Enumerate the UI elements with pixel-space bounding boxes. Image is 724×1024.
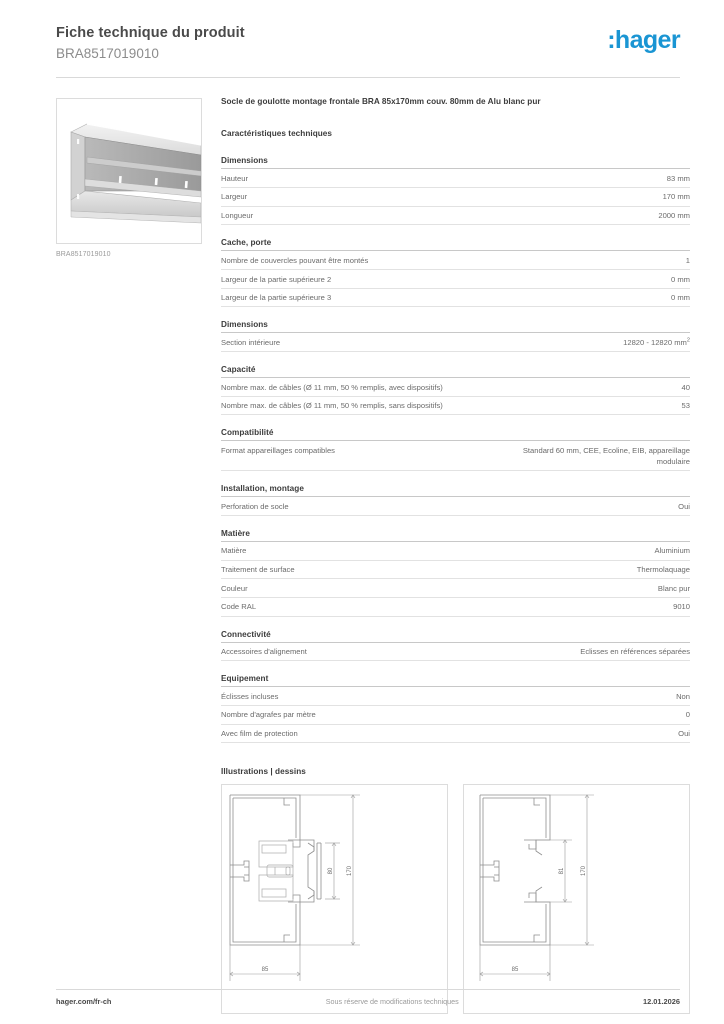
footer-website-link[interactable]: hager.com/fr-ch <box>56 997 112 1006</box>
spec-label: Accessoires d'alignement <box>221 643 512 661</box>
spec-group-heading: Installation, montage <box>221 484 690 497</box>
spec-label: Perforation de socle <box>221 497 512 515</box>
spec-group <box>221 428 690 471</box>
illustrations-row <box>221 784 690 1014</box>
spec-value-superscript: 2 <box>686 337 690 344</box>
spec-value-text: 12820 - 12820 mm <box>623 337 687 347</box>
spec-value: Blanc pur <box>512 579 690 598</box>
spec-value: Oui <box>512 724 690 743</box>
footer-disclaimer: Sous réserve de modifications techniques <box>325 997 459 1006</box>
spec-row <box>221 705 690 724</box>
spec-value: Aluminium <box>512 542 690 560</box>
spec-label: Avec film de protection <box>221 724 512 743</box>
spec-label: Longueur <box>221 206 512 225</box>
drawing2-dim-width: 85 <box>511 967 519 974</box>
spec-group-table <box>221 251 690 307</box>
spec-row <box>221 251 690 269</box>
product-photo <box>56 98 202 244</box>
spec-group-heading: Connectivité <box>221 630 690 643</box>
drawing-panel-1 <box>221 784 448 1014</box>
drawing1-dim-inner: 80 <box>328 867 334 875</box>
spec-group <box>221 674 690 743</box>
spec-label: Hauteur <box>221 169 512 187</box>
product-image-column <box>56 96 204 258</box>
spec-row <box>221 288 690 307</box>
spec-value: Oui <box>512 497 690 515</box>
spec-row <box>221 396 690 415</box>
spec-label: Nombre d'agrafes par mètre <box>221 705 512 724</box>
spec-value: Non <box>512 687 690 705</box>
spec-group-table <box>221 333 690 352</box>
spec-group-table <box>221 643 690 662</box>
page-title: Fiche technique du produit <box>56 25 245 41</box>
spec-row <box>221 441 690 470</box>
spec-row <box>221 206 690 225</box>
spec-row <box>221 169 690 187</box>
spec-value: Standard 60 mm, CEE, Ecoline, EIB, appareillage modulaire <box>512 441 690 470</box>
spec-label: Éclisses incluses <box>221 687 512 705</box>
spec-group <box>221 630 690 662</box>
spec-group-table <box>221 378 690 415</box>
spec-value: 1 <box>512 251 690 269</box>
specifications-table <box>221 156 690 743</box>
drawing1-dim-total: 170 <box>347 866 353 877</box>
spec-row <box>221 187 690 206</box>
spec-value: 170 mm <box>512 187 690 206</box>
spec-group <box>221 484 690 516</box>
product-name: Socle de goulotte montage frontale BRA 85x170mm couv. 80mm de Alu blanc pur <box>221 96 541 106</box>
spec-group-heading: Equipement <box>221 674 690 687</box>
spec-label: Couleur <box>221 579 512 598</box>
illustrations-title: Illustrations | dessins <box>221 767 306 777</box>
spec-group <box>221 238 690 307</box>
drawing1-dim-width: 85 <box>261 967 269 974</box>
spec-label: Section intérieure <box>221 333 512 351</box>
spec-row <box>221 270 690 289</box>
drawing-panel-2 <box>463 784 690 1014</box>
spec-label: Matière <box>221 542 512 560</box>
spec-group <box>221 156 690 225</box>
spec-value: 53 <box>512 396 690 415</box>
page-footer <box>56 989 680 1006</box>
spec-value: 0 mm <box>512 270 690 289</box>
spec-group <box>221 320 690 352</box>
spec-value: 83 mm <box>512 169 690 187</box>
spec-row <box>221 497 690 515</box>
spec-row <box>221 643 690 661</box>
spec-label: Largeur de la partie supérieure 2 <box>221 270 512 289</box>
cross-section-with-device-drawing <box>222 785 447 1013</box>
spec-label: Nombre max. de câbles (Ø 11 mm, 50 % remplis, avec dispositifs) <box>221 378 512 396</box>
page-header <box>0 0 724 63</box>
spec-group <box>221 529 690 617</box>
spec-row <box>221 597 690 616</box>
spec-row <box>221 687 690 705</box>
spec-row <box>221 724 690 743</box>
spec-value: Eclisses en références séparées <box>512 643 690 661</box>
spec-value <box>512 333 690 351</box>
spec-group-heading: Matière <box>221 529 690 542</box>
spec-group-heading: Compatibilité <box>221 428 690 441</box>
drawing2-dim-total: 170 <box>581 866 587 877</box>
footer-date: 12.01.2026 <box>643 997 680 1006</box>
specifications-column <box>204 96 690 1015</box>
spec-value: 40 <box>512 378 690 396</box>
spec-label: Traitement de surface <box>221 560 512 579</box>
spec-group-heading: Cache, porte <box>221 238 690 251</box>
spec-label: Format appareillages compatibles <box>221 441 512 470</box>
spec-group-table <box>221 542 690 617</box>
spec-value: 9010 <box>512 597 690 616</box>
spec-group-table <box>221 169 690 225</box>
hager-logo: :hager <box>607 26 680 54</box>
spec-value: Thermolaquage <box>512 560 690 579</box>
drawing2-dim-inner: 81 <box>559 867 565 875</box>
cross-section-empty-drawing <box>464 785 689 1013</box>
header-titles <box>56 22 245 63</box>
page-content <box>0 78 724 1015</box>
spec-row <box>221 333 690 351</box>
spec-row <box>221 378 690 396</box>
spec-label: Nombre max. de câbles (Ø 11 mm, 50 % remplis, sans dispositifs) <box>221 396 512 415</box>
spec-group-heading: Dimensions <box>221 320 690 333</box>
product-image-caption: BRA8517019010 <box>56 250 111 258</box>
spec-label: Code RAL <box>221 597 512 616</box>
spec-row <box>221 542 690 560</box>
spec-row <box>221 560 690 579</box>
spec-row <box>221 579 690 598</box>
spec-value: 2000 mm <box>512 206 690 225</box>
product-reference: BRA8517019010 <box>56 45 159 61</box>
spec-group-table <box>221 441 690 471</box>
spec-group-heading: Dimensions <box>221 156 690 169</box>
spec-label: Largeur de la partie supérieure 3 <box>221 288 512 307</box>
spec-group-table <box>221 687 690 743</box>
spec-group-table <box>221 497 690 516</box>
product-photo-trunking-profile <box>57 99 201 243</box>
spec-value: 0 <box>512 705 690 724</box>
spec-label: Nombre de couvercles pouvant être montés <box>221 251 512 269</box>
spec-label: Largeur <box>221 187 512 206</box>
specifications-title: Caractéristiques techniques <box>221 129 333 139</box>
spec-value: 0 mm <box>512 288 690 307</box>
spec-group-heading: Capacité <box>221 365 690 378</box>
spec-group <box>221 365 690 415</box>
